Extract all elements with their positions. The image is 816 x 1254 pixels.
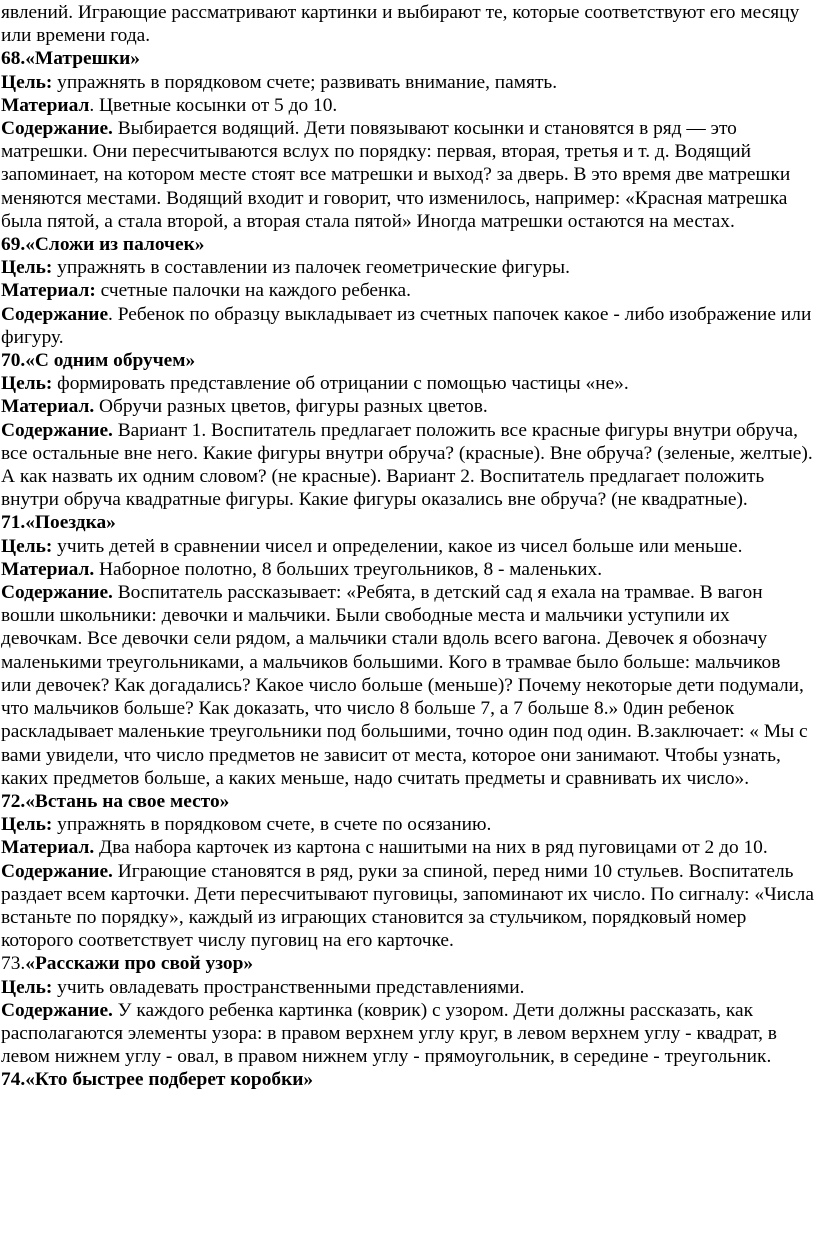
content-label: Содержание. [1,860,113,882]
game-68-material [1,94,815,117]
material-label: Материал. [1,558,95,580]
material-text: . Цветные косынки от 5 до 10. [89,94,338,116]
game-72-goal [1,813,815,836]
game-72-title: 72.«Встань на свое место» [1,790,230,812]
game-73-title [1,952,815,975]
game-70-goal [1,372,815,395]
content-text: Играющие становятся в ряд, руки за спиной, перед ними 10 стульев. Воспитатель раздает всем карточки. Дети пересчитывают пуговицы, запоминают их число. По сигналу: «Числа встаньте по порядку», каждый из играющих становится за стульчиком, порядковый номер которого соответствует числу пуговиц на его карточке. [1,860,814,952]
goal-text: упражнять в составлении из палочек геометрические фигуры. [52,257,570,279]
content-label: Содержание [1,303,109,325]
content-text: . Ребенок по образцу выкладывает из счетных папочек какое - либо изображение или фигуру. [1,303,812,348]
content-text: Вариант 1. Воспитатель предлагает положить все красные фигуры внутри обруча, все остальные вне него. Какие фигуры внутри обруча? (красные). Вне обруча? (зеленые, желтые). А как назвать их одним словом? (не красные). Вариант 2. Воспитатель предлагает положить внутри обруча квадратные фигуры. Какие фигуры оказались вне обруча? (не квадратные). [1,419,813,511]
material-label: Материал [1,94,90,116]
content-label: Содержание. [1,582,113,604]
game-69-content [1,303,815,349]
game-71-goal [1,535,815,558]
game-68-title: 68.«Матрешки» [1,48,140,70]
content-label: Содержание. [1,999,113,1021]
material-text: Наборное полотно, 8 больших треугольников, 8 - маленьких. [94,558,603,580]
content-text: У каждого ребенка картинка (коврик) с узором. Дети должны рассказать, как располагаются элементы узора: в правом верхнем углу круг, в левом верхнем углу - квадрат, в левом нижнем углу - овал, в правом нижнем углу - прямоугольник, в середине - треугольник. [1,999,777,1068]
material-text: счетные палочки на каждого ребенка. [95,280,411,302]
material-label: Материал. [1,837,95,859]
game-68-content [1,117,815,233]
game-73-goal [1,976,815,999]
game-72-material [1,836,815,859]
goal-label: Цель: [1,71,53,93]
goal-label: Цель: [1,976,53,998]
game-74-title: 74.«Кто быстрее подберет коробки» [1,1069,314,1091]
game-70-content [1,419,815,512]
goal-text: учить детей в сравнении чисел и определении, какое из чисел больше или меньше. [52,535,743,557]
game-68-goal [1,71,815,94]
game-69-goal [1,256,815,279]
material-label: Материал: [1,280,96,302]
game-69-title: 69.«Сложи из палочек» [1,234,205,256]
goal-text: упражнять в порядковом счете, в счете по осязанию. [52,814,492,836]
goal-text: упражнять в порядковом счете; развивать внимание, память. [52,71,558,93]
game-71-title: 71.«Поездка» [1,512,116,534]
material-label: Материал. [1,396,95,418]
goal-label: Цель: [1,373,53,395]
game-71-material [1,558,815,581]
game-69-material [1,279,815,302]
content-label: Содержание. [1,118,113,140]
goal-label: Цель: [1,814,53,836]
game-70-material [1,395,815,418]
goal-label: Цель: [1,535,53,557]
content-label: Содержание. [1,419,113,441]
game-71-content [1,581,815,790]
goal-label: Цель: [1,257,53,279]
material-text: Два набора карточек из картона с нашитыми на них в ряд пуговицами от 2 до 10. [94,837,768,859]
game-72-content [1,860,815,953]
intro-paragraph: явлений. Играющие рассматривают картинки и выбирают те, которые соответствуют его месяцу или времени года. [1,2,800,47]
game-73-name: «Расскажи про свой узор» [25,953,254,975]
game-70-title: 70.«С одним обручем» [1,350,196,372]
game-73-content [1,999,815,1069]
goal-text: учить овладевать пространственными представлениями. [52,976,525,998]
goal-text: формировать представление об отрицании с помощью частицы «не». [52,373,629,395]
game-73-number: 73. [1,953,26,975]
content-text: Воспитатель рассказывает: «Ребята, в детский сад я ехала на трамвае. В вагон вошли школьники: девочки и мальчики. Были свободные места и мальчики уступили их девочкам. Все девочки сели рядом, а мальчики стали вдоль всего вагона. Девочек я обозначу маленькими треугольниками, а мальчиков большими. Кого в трамвае было больше: мальчиков или девочек? Как догадались? Какое число больше (меньше)? Почему некоторые дети подумали, что мальчиков больше? Как доказать, что число 8 больше 7, а 7 больше 8.» 0дин ребенок раскладывает маленькие треугольники под большими, точно один под один. В.заключает: « Мы с вами увидели, что число предметов не зависит от места, которое они занимают. Чтобы узнать, каких предметов больше, а каких меньше, надо считать предметы и сравнивать их число». [1,582,808,789]
material-text: Обручи разных цветов, фигуры разных цветов. [94,396,488,418]
content-text: Выбирается водящий. Дети повязывают косынки и становятся в ряд — это матрешки. Они пересчитываются вслух по порядку: первая, вторая, третья и т. д. Водящий запоминает, на котором месте стоят все матрешки и выход? за дверь. В это время две матрешки меняются местами. Водящий входит и говорит, что изменилось, например: «Красная матрешка была пятой, а стала второй, а вторая стала пятой» Иногда матрешки остаются на местах. [1,118,791,232]
